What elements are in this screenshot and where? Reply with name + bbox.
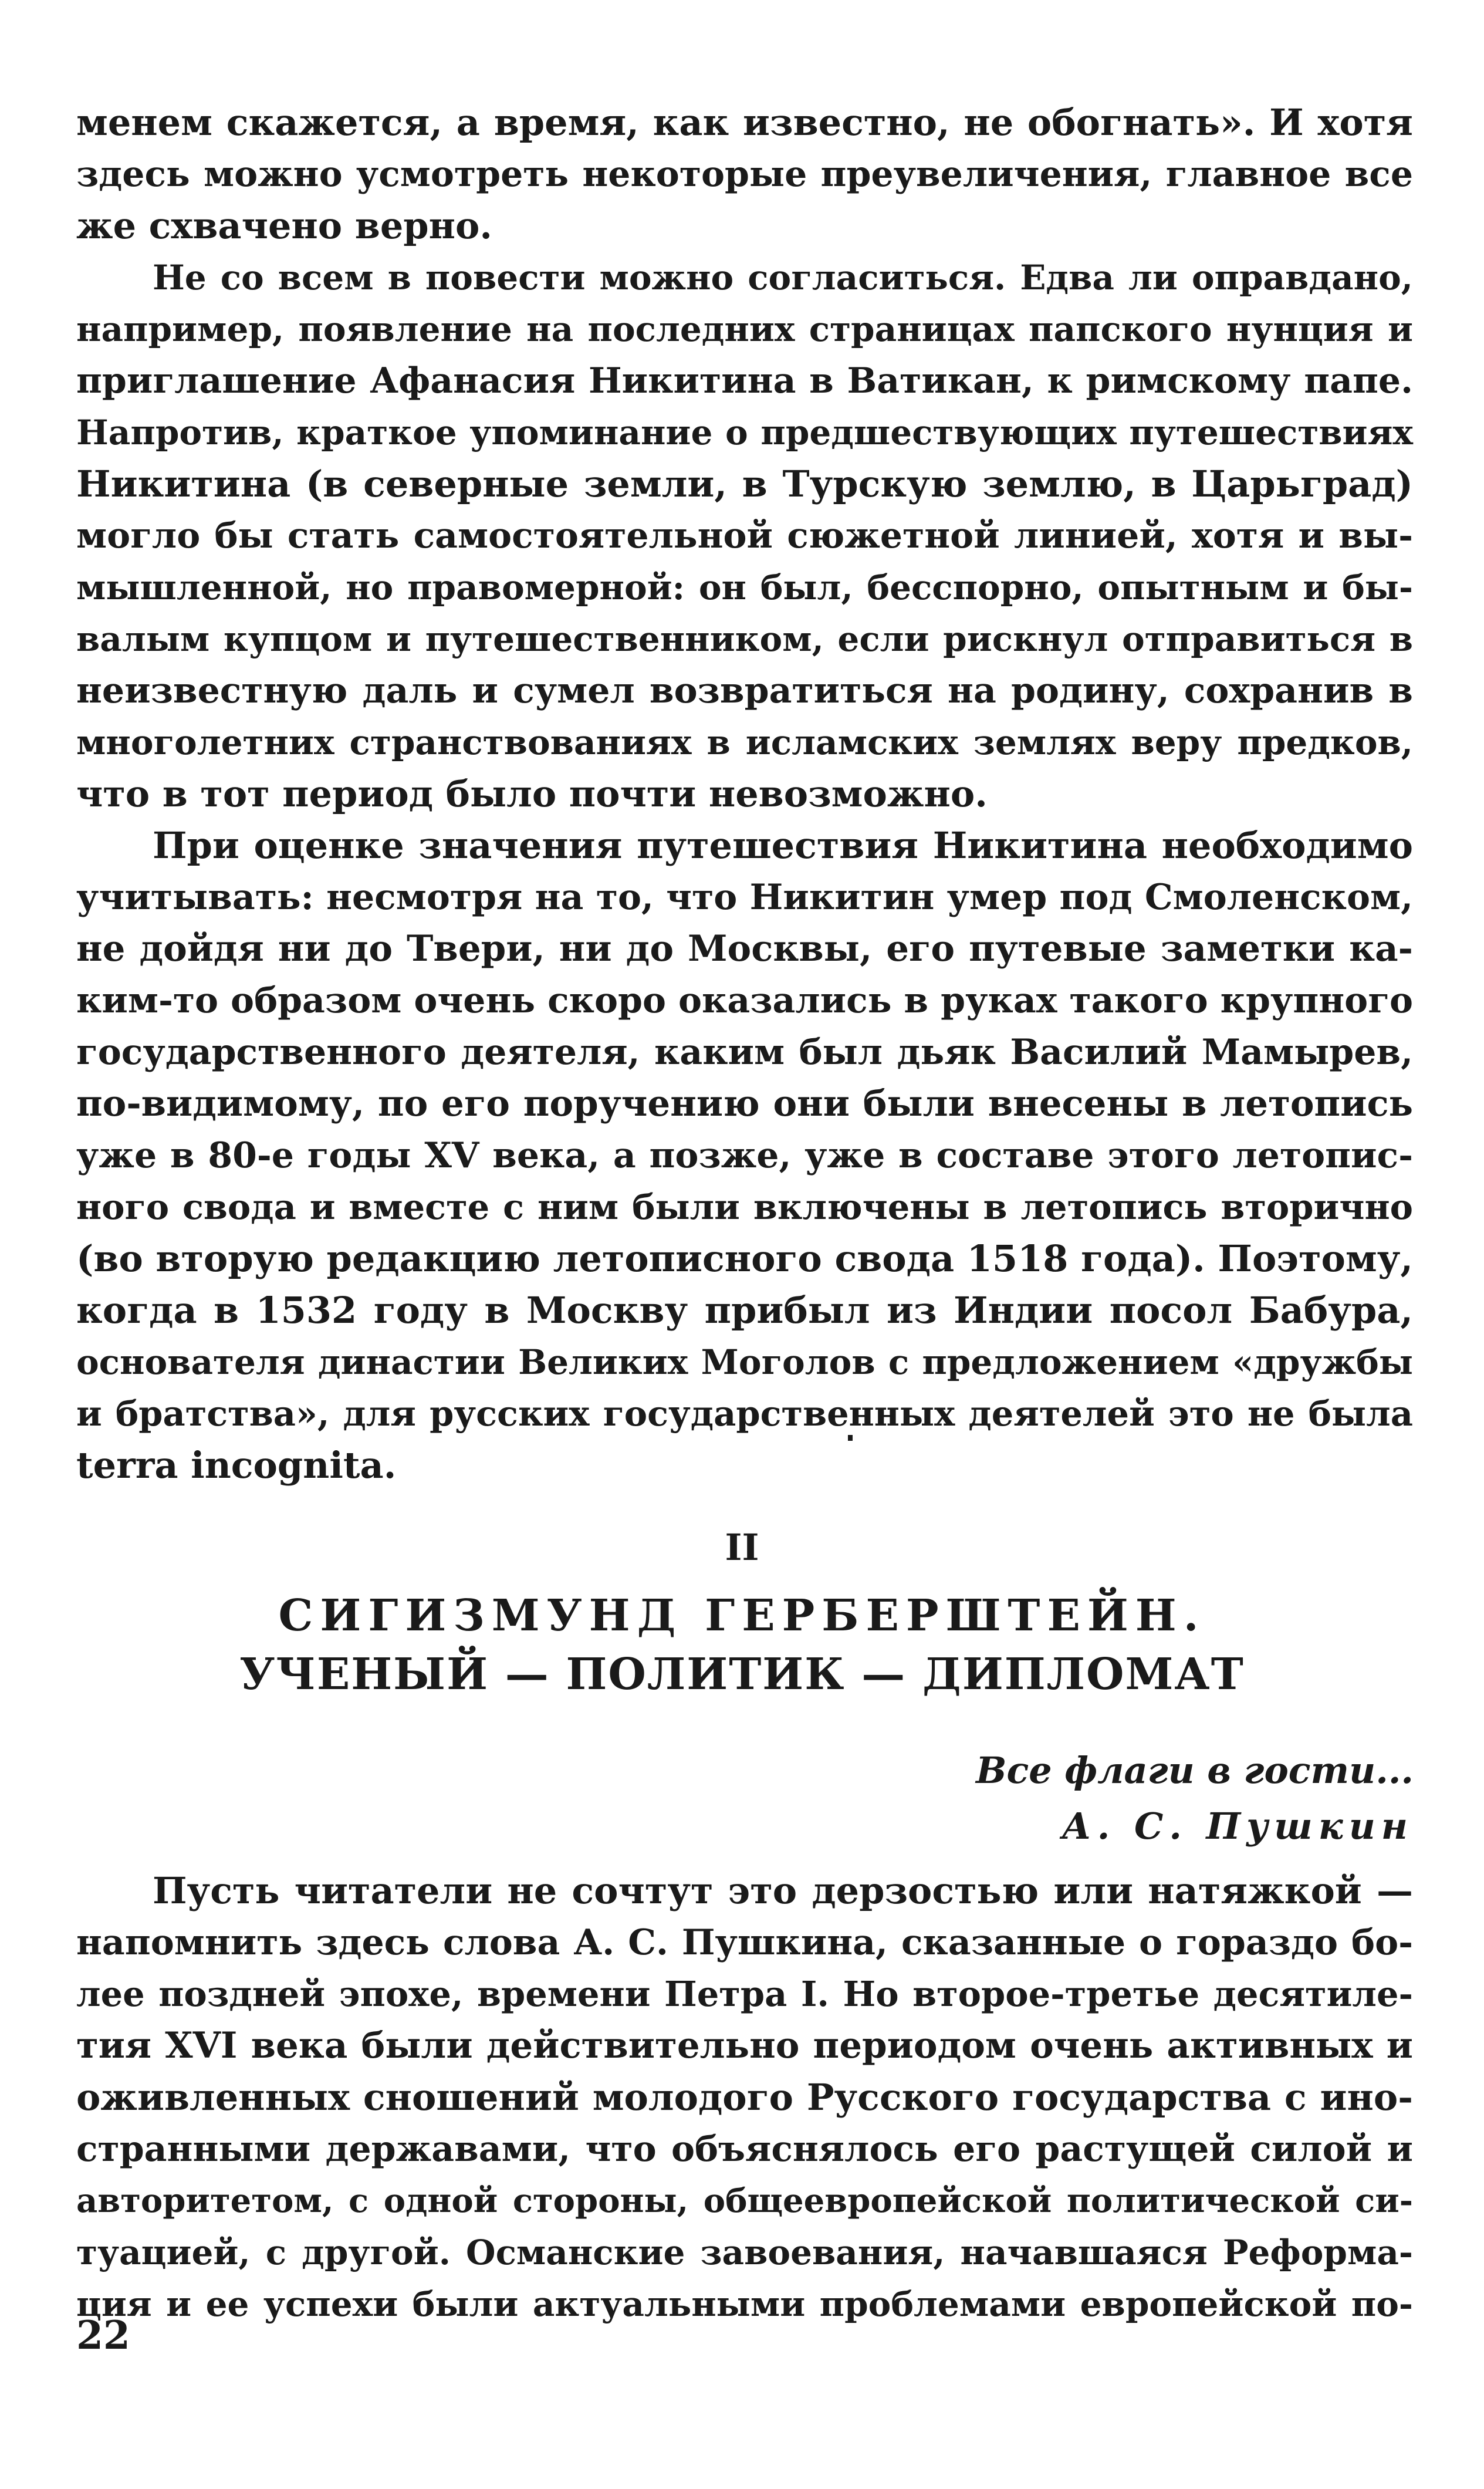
text-line: например, появление на последних страницах папского нунция и bbox=[76, 309, 1413, 349]
section-title-line-2: УЧЕНЫЙ — ПОЛИТИК — ДИПЛОМАТ bbox=[239, 1649, 1245, 1700]
text-line: terra incognita. bbox=[76, 1444, 397, 1487]
bottom-text-block bbox=[76, 1865, 1413, 2330]
epigraph-author: А. С. Пушкин bbox=[1062, 1805, 1414, 1848]
text-line: ция и ее успехи были актуальными проблемами европейской по- bbox=[76, 2284, 1413, 2324]
text-line: Никитина (в северные земли, в Турскую землю, в Царьград) bbox=[76, 462, 1413, 505]
text-line: Пусть читатели не сочтут это дерзостью или натяжкой — bbox=[153, 1869, 1413, 1912]
top-text-block bbox=[76, 97, 1413, 1491]
text-line: туацией, с другой. Османские завоевания, начавшаяся Реформа- bbox=[76, 2233, 1413, 2272]
text-line: тия XVI века были действительно периодом очень активных и bbox=[76, 2025, 1413, 2066]
text-line: многолетних странствованиях в исламских землях веру предков, bbox=[76, 722, 1413, 762]
text-line: по-видимому, по его поручению они были внесены в летопись bbox=[76, 1083, 1413, 1124]
text-line: приглашение Афанасия Никитина в Ватикан, к римскому папе. bbox=[76, 360, 1413, 401]
text-line: менем скажется, а время, как известно, не обогнать». И хотя bbox=[76, 101, 1413, 144]
text-line: лее поздней эпохе, времени Петра I. Но второе-третье десятиле- bbox=[76, 1974, 1413, 2014]
text-line: не дойдя ни до Твери, ни до Москвы, его путевые заметки ка- bbox=[76, 928, 1413, 970]
text-line: оживленных сношений молодого Русского государства с ино- bbox=[76, 2076, 1413, 2119]
text-line: уже в 80-е годы XV века, а позже, уже в составе этого летопис- bbox=[76, 1135, 1413, 1176]
text-line: (во вторую редакцию летописного свода 1518 года). Поэтому, bbox=[76, 1237, 1413, 1280]
text-line: Напротив, краткое упоминание о предшествующих путешествиях bbox=[76, 413, 1413, 452]
text-line: При оценке значения путешествия Никитина необходимо bbox=[153, 824, 1413, 867]
text-line: валым купцом и путешественником, если рискнул отправиться в bbox=[76, 619, 1413, 659]
text-line: основателя династии Великих Моголов с предложением «дружбы bbox=[76, 1342, 1413, 1382]
page-number: 22 bbox=[76, 2312, 130, 2358]
text-line: и братства», для русских государственных деятелей это не была bbox=[76, 1393, 1413, 1434]
text-line: ким-то образом очень скоро оказались в руках такого крупного bbox=[76, 980, 1413, 1021]
print-speck bbox=[848, 1435, 853, 1441]
epigraph-quote: Все флаги в гости... bbox=[976, 1749, 1414, 1792]
text-line: учитывать: несмотря на то, что Никитин умер под Смоленском, bbox=[76, 877, 1413, 918]
section-number: II bbox=[725, 1526, 759, 1569]
text-line: что в тот период было почти невозможно. bbox=[76, 772, 988, 815]
text-line: напомнить здесь слова А. С. Пушкина, сказанные о гораздо бо- bbox=[76, 1922, 1413, 1963]
text-line: могло бы стать самостоятельной сюжетной линией, хотя и вы- bbox=[76, 515, 1413, 556]
text-line: государственного деятеля, каким был дьяк Василий Мамырев, bbox=[76, 1032, 1413, 1073]
text-line: мышленной, но правомерной: он был, бесспорно, опытным и бы- bbox=[76, 568, 1413, 607]
text-line: же схвачено верно. bbox=[76, 204, 492, 247]
section-title-line-1: СИГИЗМУНД ГЕРБЕРШТЕЙН. bbox=[278, 1590, 1206, 1641]
text-line: ного свода и вместе с ним были включены в летопись вторично bbox=[76, 1187, 1413, 1227]
text-line: Не со всем в повести можно согласиться. Едва ли оправдано, bbox=[153, 258, 1413, 298]
text-line: неизвестную даль и сумел возвратиться на родину, сохранив в bbox=[76, 670, 1413, 711]
text-line: странными державами, что объяснялось его растущей силой и bbox=[76, 2129, 1413, 2170]
text-line: авторитетом, с одной стороны, общеевропейской политической си- bbox=[76, 2181, 1413, 2220]
text-line: здесь можно усмотреть некоторые преувеличения, главное все bbox=[76, 154, 1413, 195]
text-line: когда в 1532 году в Москву прибыл из Индии посол Бабура, bbox=[76, 1289, 1413, 1332]
